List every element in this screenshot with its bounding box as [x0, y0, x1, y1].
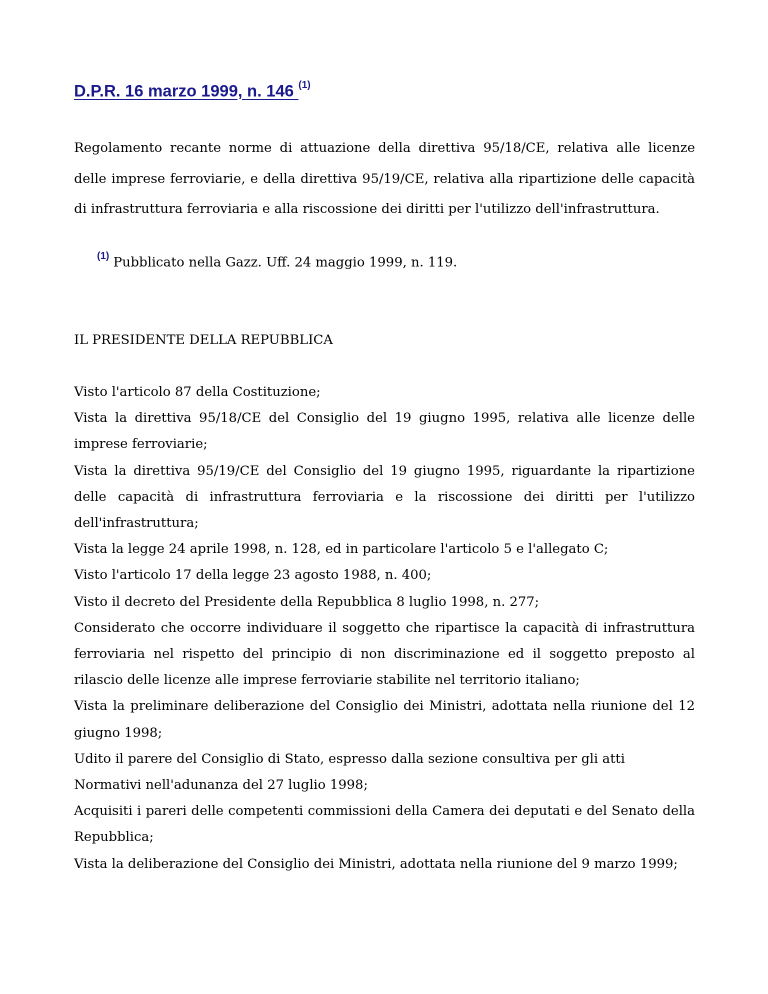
paragraph: Visto l'articolo 17 della legge 23 agosto 1988, n. 400; [74, 568, 432, 584]
paragraph: Vista la direttiva 95/18/CE del Consiglio del 19 giugno 1995, relativa alle licenze delle imprese ferroviarie; [74, 411, 695, 453]
title-link[interactable]: D.P.R. 16 marzo 1999, n. 146 [74, 82, 299, 101]
paragraph: Udito il parere del Consiglio di Stato, espresso dalla sezione consultiva per gli atti [74, 751, 625, 767]
paragraph: Vista la legge 24 aprile 1998, n. 128, ed in particolare l'articolo 5 e l'allegato C; [74, 542, 609, 558]
title-footnote-ref[interactable]: (1) [298, 80, 311, 91]
document-subtitle: Regolamento recante norme di attuazione della direttiva 95/18/CE, relativa alle licenze delle imprese ferroviarie, e della direttiva 95/19/CE, relativa alla ripartizione delle capacità di infrastruttura ferroviaria e alla riscossione dei diritti per l'utilizzo dell'infrastruttura. [74, 141, 695, 217]
footnote-ref: (1) [97, 251, 110, 262]
paragraph: Vista la preliminare deliberazione del Consiglio dei Ministri, adottata nella riunione del 12 giugno 1998; [74, 699, 695, 741]
paragraph: Considerato che occorre individuare il soggetto che ripartisce la capacità di infrastruttura ferroviaria nel rispetto del principio di non discriminazione ed il soggetto preposto al rilascio delle licenze alle imprese ferroviarie stabilite nel territorio italiano; [74, 620, 695, 689]
document-body [74, 380, 695, 878]
paragraph: Vista la deliberazione del Consiglio dei Ministri, adottata nella riunione del 9 marzo 1999; [74, 856, 678, 872]
paragraph: Visto il decreto del Presidente della Repubblica 8 luglio 1998, n. 277; [74, 594, 540, 610]
footnote [97, 253, 457, 270]
document-title [74, 82, 311, 102]
footnote-text: Pubblicato nella Gazz. Uff. 24 maggio 1999, n. 119. [113, 255, 458, 271]
paragraph: Visto l'articolo 87 della Costituzione; [74, 385, 321, 400]
paragraph: Normativi nell'adunanza del 27 luglio 1998; [74, 778, 368, 794]
paragraph: Vista la direttiva 95/19/CE del Consiglio del 19 giugno 1995, riguardante la ripartizione delle capacità di infrastruttura ferroviaria e la riscossione dei diritti per l'utilizzo dell'infrastruttura; [74, 463, 695, 532]
section-heading: IL PRESIDENTE DELLA REPUBBLICA [74, 333, 333, 348]
paragraph: Acquisiti i pareri delle competenti commissioni della Camera dei deputati e del Senato della Repubblica; [74, 804, 695, 846]
